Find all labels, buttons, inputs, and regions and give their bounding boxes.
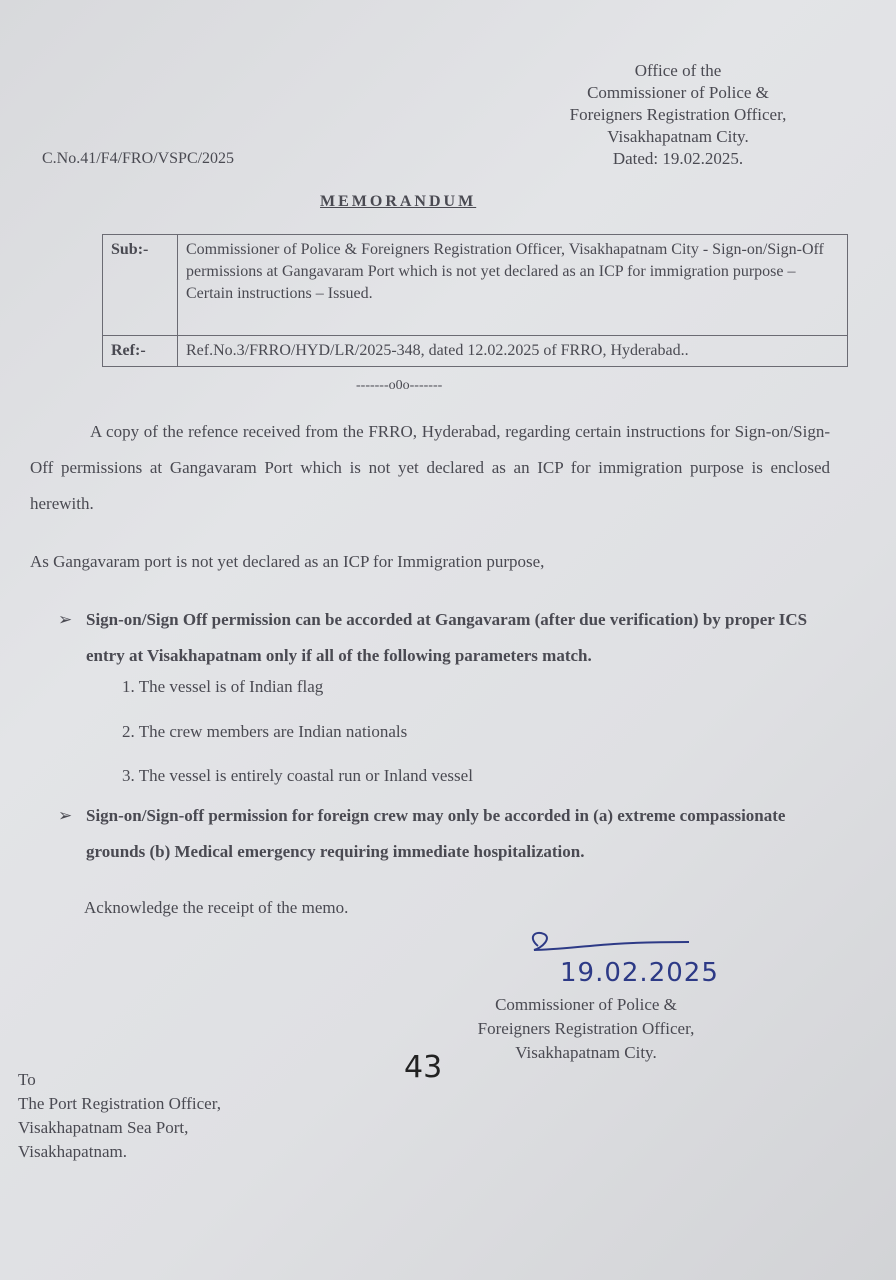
office-line: Commissioner of Police & <box>587 83 769 102</box>
paragraph-2: As Gangavaram port is not yet declared as an ICP for Immigration purpose, <box>30 552 545 571</box>
sub-text: Commissioner of Police & Foreigners Registration Officer, Visakhapatnam City - Sign-on/Sign-Off permissions at Gangavaram Port which is not yet declared as an ICP for immigration purpose – Certain instructions – Issued. <box>178 235 848 336</box>
handwritten-number: 43 <box>404 1050 443 1085</box>
addressee-line: Visakhapatnam Sea Port, <box>18 1118 189 1137</box>
acknowledge: Acknowledge the receipt of the memo. <box>84 898 349 917</box>
office-line: Foreigners Registration Officer, <box>569 105 787 124</box>
signature-scribble <box>524 926 704 960</box>
bullet-2 <box>58 798 838 870</box>
parameter-item: 2. The crew members are Indian nationals <box>122 722 408 741</box>
ref-label: Ref:- <box>103 336 178 367</box>
bullet-1-text: Sign-on/Sign Off permission can be accorded at Gangavaram (after due verification) by proper ICS entry at Visakhapatnam only if all of the following parameters match. <box>86 610 808 665</box>
parameter-item: 3. The vessel is entirely coastal run or Inland vessel <box>122 766 473 785</box>
addressee-line: Visakhapatnam. <box>18 1142 127 1161</box>
to-label: To <box>18 1070 36 1089</box>
subject-row <box>103 235 848 336</box>
addressee-block <box>18 1068 221 1164</box>
office-header <box>528 60 828 170</box>
memo-title: MEMORANDUM <box>320 193 477 210</box>
arrow-bullet-icon: ➢ <box>58 806 73 825</box>
file-number: C.No.41/F4/FRO/VSPC/2025 <box>42 150 235 167</box>
subject-reference-table <box>102 234 848 367</box>
signature-line: Visakhapatnam City. <box>515 1043 657 1062</box>
bullet-2-text: Sign-on/Sign-off permission for foreign crew may only be accorded in (a) extreme compassionate grounds (b) Medical emergency requiring immediate hospitalization. <box>86 806 786 861</box>
ref-text: Ref.No.3/FRRO/HYD/LR/2025-348, dated 12.02.2025 of FRRO, Hyderabad.. <box>178 336 848 367</box>
signature-block <box>446 993 726 1065</box>
parameter-item: 1. The vessel is of Indian flag <box>122 677 324 696</box>
bullet-1 <box>58 602 838 674</box>
separator: -------o0o------- <box>356 378 443 393</box>
office-line: Visakhapatnam City. <box>607 127 749 146</box>
paragraph-1-text: A copy of the refence received from the FRRO, Hyderabad, regarding certain instructions for Sign-on/Sign-Off permissions at Gangavaram Port which is not yet declared as an ICP for immigration purpose is enclosed herewith. <box>30 422 830 513</box>
sub-label: Sub:- <box>103 235 178 336</box>
arrow-bullet-icon: ➢ <box>58 610 73 629</box>
reference-row <box>103 336 848 367</box>
office-line: Office of the <box>634 61 722 80</box>
dated: Dated: 19.02.2025. <box>612 149 744 168</box>
handwritten-date: 19.02.2025 <box>560 958 719 988</box>
signature-line: Commissioner of Police & <box>495 995 677 1014</box>
addressee-line: The Port Registration Officer, <box>18 1094 221 1113</box>
paragraph-1 <box>30 414 830 522</box>
signature-line: Foreigners Registration Officer, <box>477 1019 695 1038</box>
